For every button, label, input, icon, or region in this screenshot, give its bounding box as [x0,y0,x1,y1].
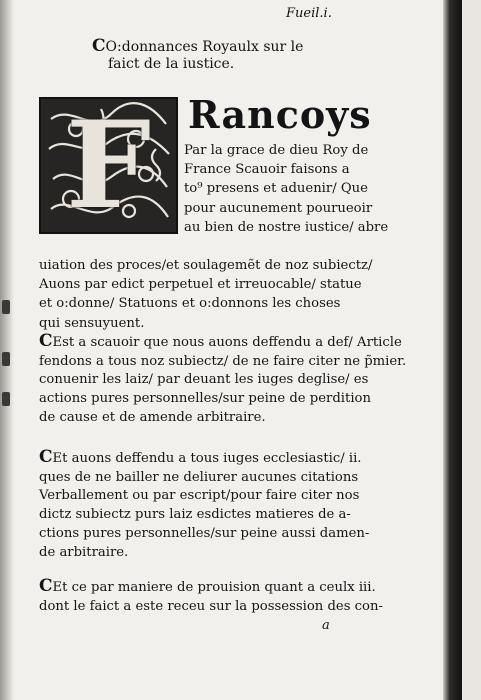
intro-text [184,141,389,237]
text-line: ques de ne bailler ne deliurer aucunes citations [39,469,359,485]
initial-letter: F [65,97,152,234]
pilcrow-mark: C [39,447,53,467]
article-paragraph [39,448,411,562]
text-line: qui sensuyuent. [39,315,145,331]
heading-line: O:donnances Royaulx sur le [105,39,304,55]
text-line: fendons a tous noz subiectz/ de ne faire citer ne p̃mier. [39,353,407,369]
text-line: dont le faict a este receu sur la possession des con- [39,598,383,614]
text-line: actions pures personnelles/sur peine de perdition [39,391,371,407]
text-line: au bien de nostre iustice/ abre [184,219,389,235]
text-line: to⁹ presens et aduenir/ Que [184,181,368,197]
display-word: Rancoys [188,92,372,137]
text-line: de cause et de amende arbitraire. [39,409,266,425]
text-line: pour aucunement pourueoir [184,200,373,216]
pilcrow-mark: C [39,576,53,596]
text-line: dictz subiectz purs laiz esdictes matieres de a- [39,507,351,523]
text-line: de arbitraire. [39,544,129,560]
text-line: Verballement ou par escript/pour faire citer nos [39,488,360,504]
article-paragraph [39,577,411,616]
text-line: et o:donne/ Statuons et o:donnons les choses [39,296,341,312]
article-paragraph [39,332,411,428]
text-line: ctions pures personnelles/sur peine aussi damen- [39,525,370,541]
margin-mark [2,352,10,366]
text-line: France Scauoir faisons a [184,162,350,178]
text-line: Auons par edict perpetuel et irreuocable/ statue [39,277,362,293]
intro-text-continued [39,256,399,333]
text-line: conuenir les laiz/ par deuant les iuges deglise/ es [39,372,369,388]
pilcrow-mark: C [39,331,53,351]
folio-number: Fueil.i. [286,6,332,21]
margin-mark [2,392,10,406]
decorated-initial [39,97,178,234]
text-line: Et auons deffendu a tous iuges ecclesiastic/ ii. [52,451,362,466]
text-line: uiation des proces/et soulagemẽt de noz subiectz/ [39,258,373,273]
text-line: Par la grace de dieu Roy de [184,143,369,158]
section-heading [92,38,342,73]
signature-mark: a [322,618,330,633]
margin-mark [2,300,10,314]
text-line: Est a scauoir que nous auons deffendu a def/ Article [52,335,402,350]
pilcrow-mark: C [92,36,106,56]
page-gutter [0,0,14,700]
heading-line: faict de la iustice. [108,56,235,72]
text-line: Et ce par maniere de prouision quant a ceulx iii. [52,580,376,595]
page-edge-shadow [443,0,462,700]
